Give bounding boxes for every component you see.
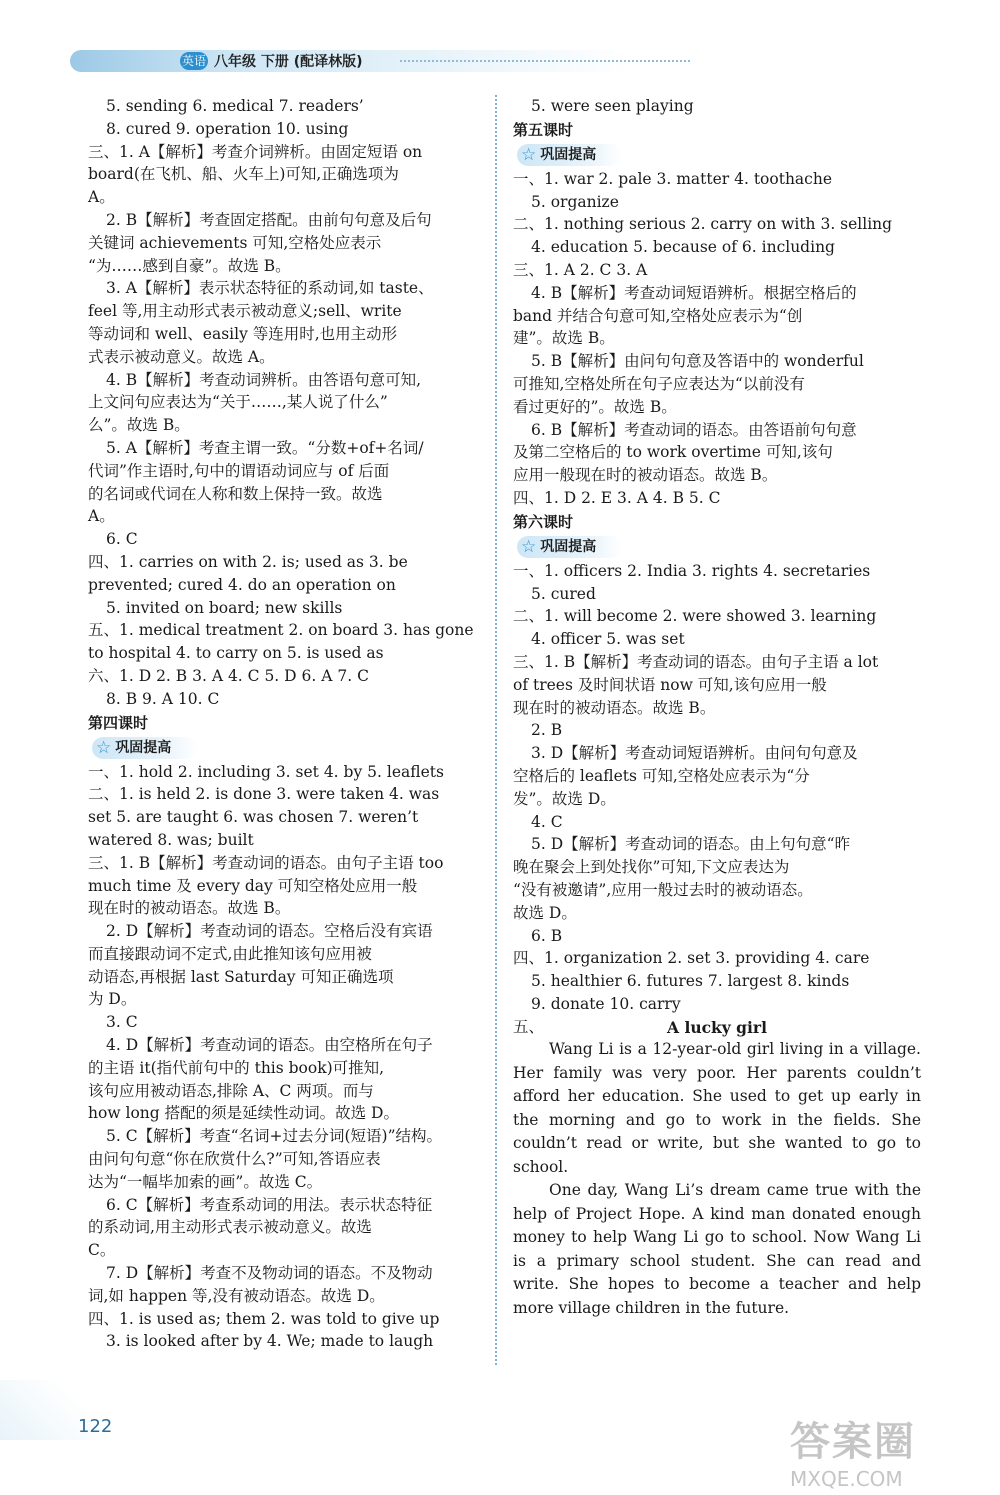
- star-icon: ☆: [96, 737, 112, 758]
- passage-paragraph: Wang Li is a 12-year-old girl living in a village. Her family was very poor. Her parents couldn’t afford her education. She used to get up early in the morning and go to work in the fields. She couldn’t read or write, but she wanted to go to school.: [513, 1040, 921, 1176]
- answer-line: 5. were seen playing: [531, 97, 694, 115]
- section-badge: [517, 144, 622, 166]
- answer-line: 的主语 it(指代前句中的 this book)可推知,: [88, 1058, 385, 1077]
- answer-line: 么”。故选 B。: [88, 416, 190, 435]
- header-dots: [400, 60, 690, 64]
- answer-line: 6. C【解析】考查系动词的用法。表示状态特征: [106, 1195, 433, 1214]
- subject-badge: 英语: [181, 54, 206, 68]
- answer-line: 5. C【解析】考查“名词+过去分词(短语)”结构。: [106, 1127, 443, 1146]
- answer-line: 词,如 happen 等,没有被动语态。故选 D。: [88, 1286, 385, 1305]
- answer-line: how long 搭配的须是延续性动词。故选 D。: [88, 1104, 399, 1123]
- answer-line: 一、1. officers 2. India 3. rights 4. secretaries: [513, 561, 871, 580]
- answer-line: 3. D【解析】考查动词短语辨析。由问句句意及: [531, 744, 858, 763]
- answer-line: 三、1. B【解析】考查动词的语态。由句子主语 a lot: [513, 652, 879, 671]
- answer-line: 建”。故选 B。: [513, 329, 615, 348]
- star-icon: ☆: [521, 536, 537, 557]
- answer-line: of trees 及时间状语 now 可知,该句应用一般: [513, 675, 827, 694]
- answer-line: 故选 D。: [513, 903, 577, 922]
- answer-line: 四、1. is used as; them 2. was told to give up: [88, 1309, 440, 1328]
- left-column: [88, 95, 484, 1353]
- answer-line: 关键词 achievements 可知,空格处应表示: [88, 233, 382, 252]
- answer-line: board(在飞机、船、火车上)可知,正确选项为: [88, 165, 399, 184]
- answer-line: 三、1. A【解析】考查介词辨析。由固定短语 on: [88, 142, 423, 161]
- answer-line: A。: [88, 188, 115, 207]
- answer-line: 五、1. medical treatment 2. on board 3. has gone: [88, 621, 474, 640]
- answer-line: to hospital 4. to carry on 5. is used as: [88, 644, 384, 663]
- answer-line: 及第二空格后的 to work overtime 可知,该句: [513, 443, 833, 462]
- answer-line: 4. B【解析】考查动词辨析。由答语句意可知,: [106, 370, 422, 389]
- answer-line: 5. sending 6. medical 7. readers’: [106, 97, 364, 115]
- answer-line: 5. healthier 6. futures 7. largest 8. kinds: [531, 972, 850, 991]
- answer-line: much time 及 every day 可知空格处应用一般: [88, 876, 418, 895]
- answer-line: 发”。故选 D。: [513, 789, 616, 808]
- answer-line: 应用一般现在时的被动语态。故选 B。: [513, 466, 778, 485]
- watermark: [790, 1410, 980, 1490]
- passage-paragraph: One day, Wang Li’s dream came true with the help of Project Hope. A kind man donated enough money to help Wang Li go to school. Now Wang Li is a primary school student. She can read and write. She hopes to become a teacher and help more village children in the future.: [513, 1181, 921, 1317]
- passage-title: A lucky girl: [667, 1017, 767, 1037]
- answer-line: 上文问句应表达为“关于……,某人说了什么”: [88, 393, 388, 412]
- answer-line: 晚在聚会上到处找你”可知,下文应表达为: [513, 858, 790, 877]
- answer-line: 5. D【解析】考查动词的语态。由上句句意“昨: [531, 835, 851, 854]
- answer-line: 9. donate 10. carry: [531, 994, 681, 1013]
- answer-line: “没有被邀请”,应用一般过去时的被动语态。: [513, 880, 813, 899]
- star-icon: ☆: [521, 144, 537, 165]
- answer-line: band 并结合句意可知,空格处应表示为“创: [513, 306, 803, 325]
- answer-line: 二、1. will become 2. were showed 3. learning: [513, 607, 877, 626]
- answer-line: 六、1. D 2. B 3. A 4. C 5. D 6. A 7. C: [88, 666, 369, 685]
- section-label: 五、: [513, 1017, 545, 1036]
- answer-line: 可推知,空格处所在句子应表达为“以前没有: [513, 374, 805, 393]
- answer-line: prevented; cured 4. do an operation on: [88, 575, 396, 594]
- answer-line: 等动词和 well、easily 等连用时,也用主动形: [88, 324, 398, 343]
- answer-line: 空格后的 leaflets 可知,空格处应表示为“分: [513, 766, 810, 785]
- answer-line: 4. officer 5. was set: [531, 630, 685, 649]
- answer-line: 达为“一幅毕加索的画”。故选 C。: [88, 1172, 323, 1191]
- answer-line: 8. B 9. A 10. C: [106, 689, 220, 708]
- answer-line: 二、1. nothing serious 2. carry on with 3. selling: [513, 215, 893, 234]
- answer-line: A。: [88, 507, 115, 526]
- badge-label: 巩固提高: [115, 739, 172, 756]
- watermark-url: MXQE.COM: [790, 1467, 903, 1491]
- watermark-logo: 答案圈: [790, 1419, 916, 1465]
- answer-line: 一、1. war 2. pale 3. matter 4. toothache: [513, 169, 833, 188]
- answer-line: 2. B【解析】考查固定搭配。由前句句意及后句: [106, 210, 432, 229]
- page-number: 122: [78, 1416, 113, 1437]
- answer-line: 3. is looked after by 4. We; made to laugh: [106, 1332, 434, 1351]
- answer-line: 6. B: [531, 926, 563, 945]
- answer-line: 式表示被动意义。故选 A。: [88, 347, 275, 366]
- answer-line: 代词”作主语时,句中的谓语动词应与 of 后面: [88, 461, 390, 480]
- answer-line: “为……感到自豪”。故选 B。: [88, 256, 291, 275]
- answer-line: 4. D【解析】考查动词的语态。由空格所在句子: [106, 1036, 433, 1055]
- answer-line: 三、1. B【解析】考查动词的语态。由句子主语 too: [88, 853, 444, 872]
- lesson-title: 第六课时: [513, 512, 574, 531]
- answer-line: 而直接跟动词不定式,由此推知该句应用被: [88, 944, 372, 963]
- answer-line: 4. C: [531, 812, 563, 831]
- answer-line: 该句应用被动语态,排除 A、C 两项。而与: [88, 1081, 374, 1100]
- answer-line: 一、1. hold 2. including 3. set 4. by 5. leaflets: [88, 762, 444, 781]
- answer-line: 现在时的被动语态。故选 B。: [88, 899, 291, 918]
- answer-line: 6. B【解析】考查动词的语态。由答语前句句意: [531, 420, 857, 439]
- right-column: [513, 95, 921, 1320]
- answer-line: 2. D【解析】考查动词的语态。空格后没有宾语: [106, 922, 433, 941]
- answer-line: 3. A【解析】表示状态特征的系动词,如 taste、: [106, 279, 434, 298]
- answer-line: 动语态,再根据 last Saturday 可知正确选项: [88, 967, 394, 986]
- answer-line: 四、1. carries on with 2. is; used as 3. be: [88, 552, 408, 571]
- answer-line: 4. B【解析】考查动词短语辨析。根据空格后的: [531, 283, 857, 302]
- answer-line: 四、1. D 2. E 3. A 4. B 5. C: [513, 488, 721, 507]
- answer-line: 四、1. organization 2. set 3. providing 4. care: [513, 949, 870, 968]
- answer-line: 3. C: [106, 1013, 138, 1032]
- answer-line: watered 8. was; built: [88, 830, 254, 849]
- answer-line: 三、1. A 2. C 3. A: [513, 260, 648, 279]
- answer-line: 二、1. is held 2. is done 3. were taken 4. was: [88, 785, 440, 804]
- answer-line: set 5. are taught 6. was chosen 7. weren’t: [88, 808, 419, 827]
- header-title: 八年级 下册 (配译林版): [214, 54, 363, 70]
- answer-line: 5. cured: [531, 584, 596, 603]
- answer-line: 7. D【解析】考查不及物动词的语态。不及物动: [106, 1264, 433, 1283]
- answer-line: 2. B: [531, 721, 563, 740]
- answer-line: 5. B【解析】由问句句意及答语中的 wonderful: [531, 352, 864, 371]
- answer-line: 为 D。: [88, 990, 137, 1009]
- answer-line: feel 等,用主动形式表示被动意义;sell、write: [88, 302, 402, 321]
- answer-line: 的名词或代词在人称和数上保持一致。故选: [88, 484, 383, 503]
- answer-line: 8. cured 9. operation 10. using: [106, 119, 349, 138]
- answer-line: 现在时的被动语态。故选 B。: [513, 698, 716, 717]
- section-badge: [92, 737, 197, 759]
- badge-label: 巩固提高: [540, 538, 597, 555]
- answer-line: 5. invited on board; new skills: [106, 598, 343, 617]
- badge-label: 巩固提高: [540, 146, 597, 163]
- answer-line: C。: [88, 1241, 116, 1260]
- section-badge: [517, 536, 622, 558]
- column-divider: [495, 95, 497, 1365]
- lesson-title: 第五课时: [513, 120, 574, 139]
- passage-heading-row: [513, 1016, 921, 1039]
- answer-line: 的系动词,用主动形式表示被动意义。故选: [88, 1218, 372, 1237]
- answer-line: 看过更好的”。故选 B。: [513, 397, 677, 416]
- answer-line: 由问句句意“你在欣赏什么?”可知,答语应表: [88, 1150, 381, 1169]
- lesson-title: 第四课时: [88, 713, 149, 732]
- answer-line: 4. education 5. because of 6. including: [531, 238, 835, 257]
- page-header: [60, 40, 660, 84]
- answer-line: 5. organize: [531, 192, 619, 211]
- answer-line: 6. C: [106, 530, 138, 549]
- answer-line: 5. A【解析】考查主谓一致。“分数+of+名词/: [106, 438, 424, 457]
